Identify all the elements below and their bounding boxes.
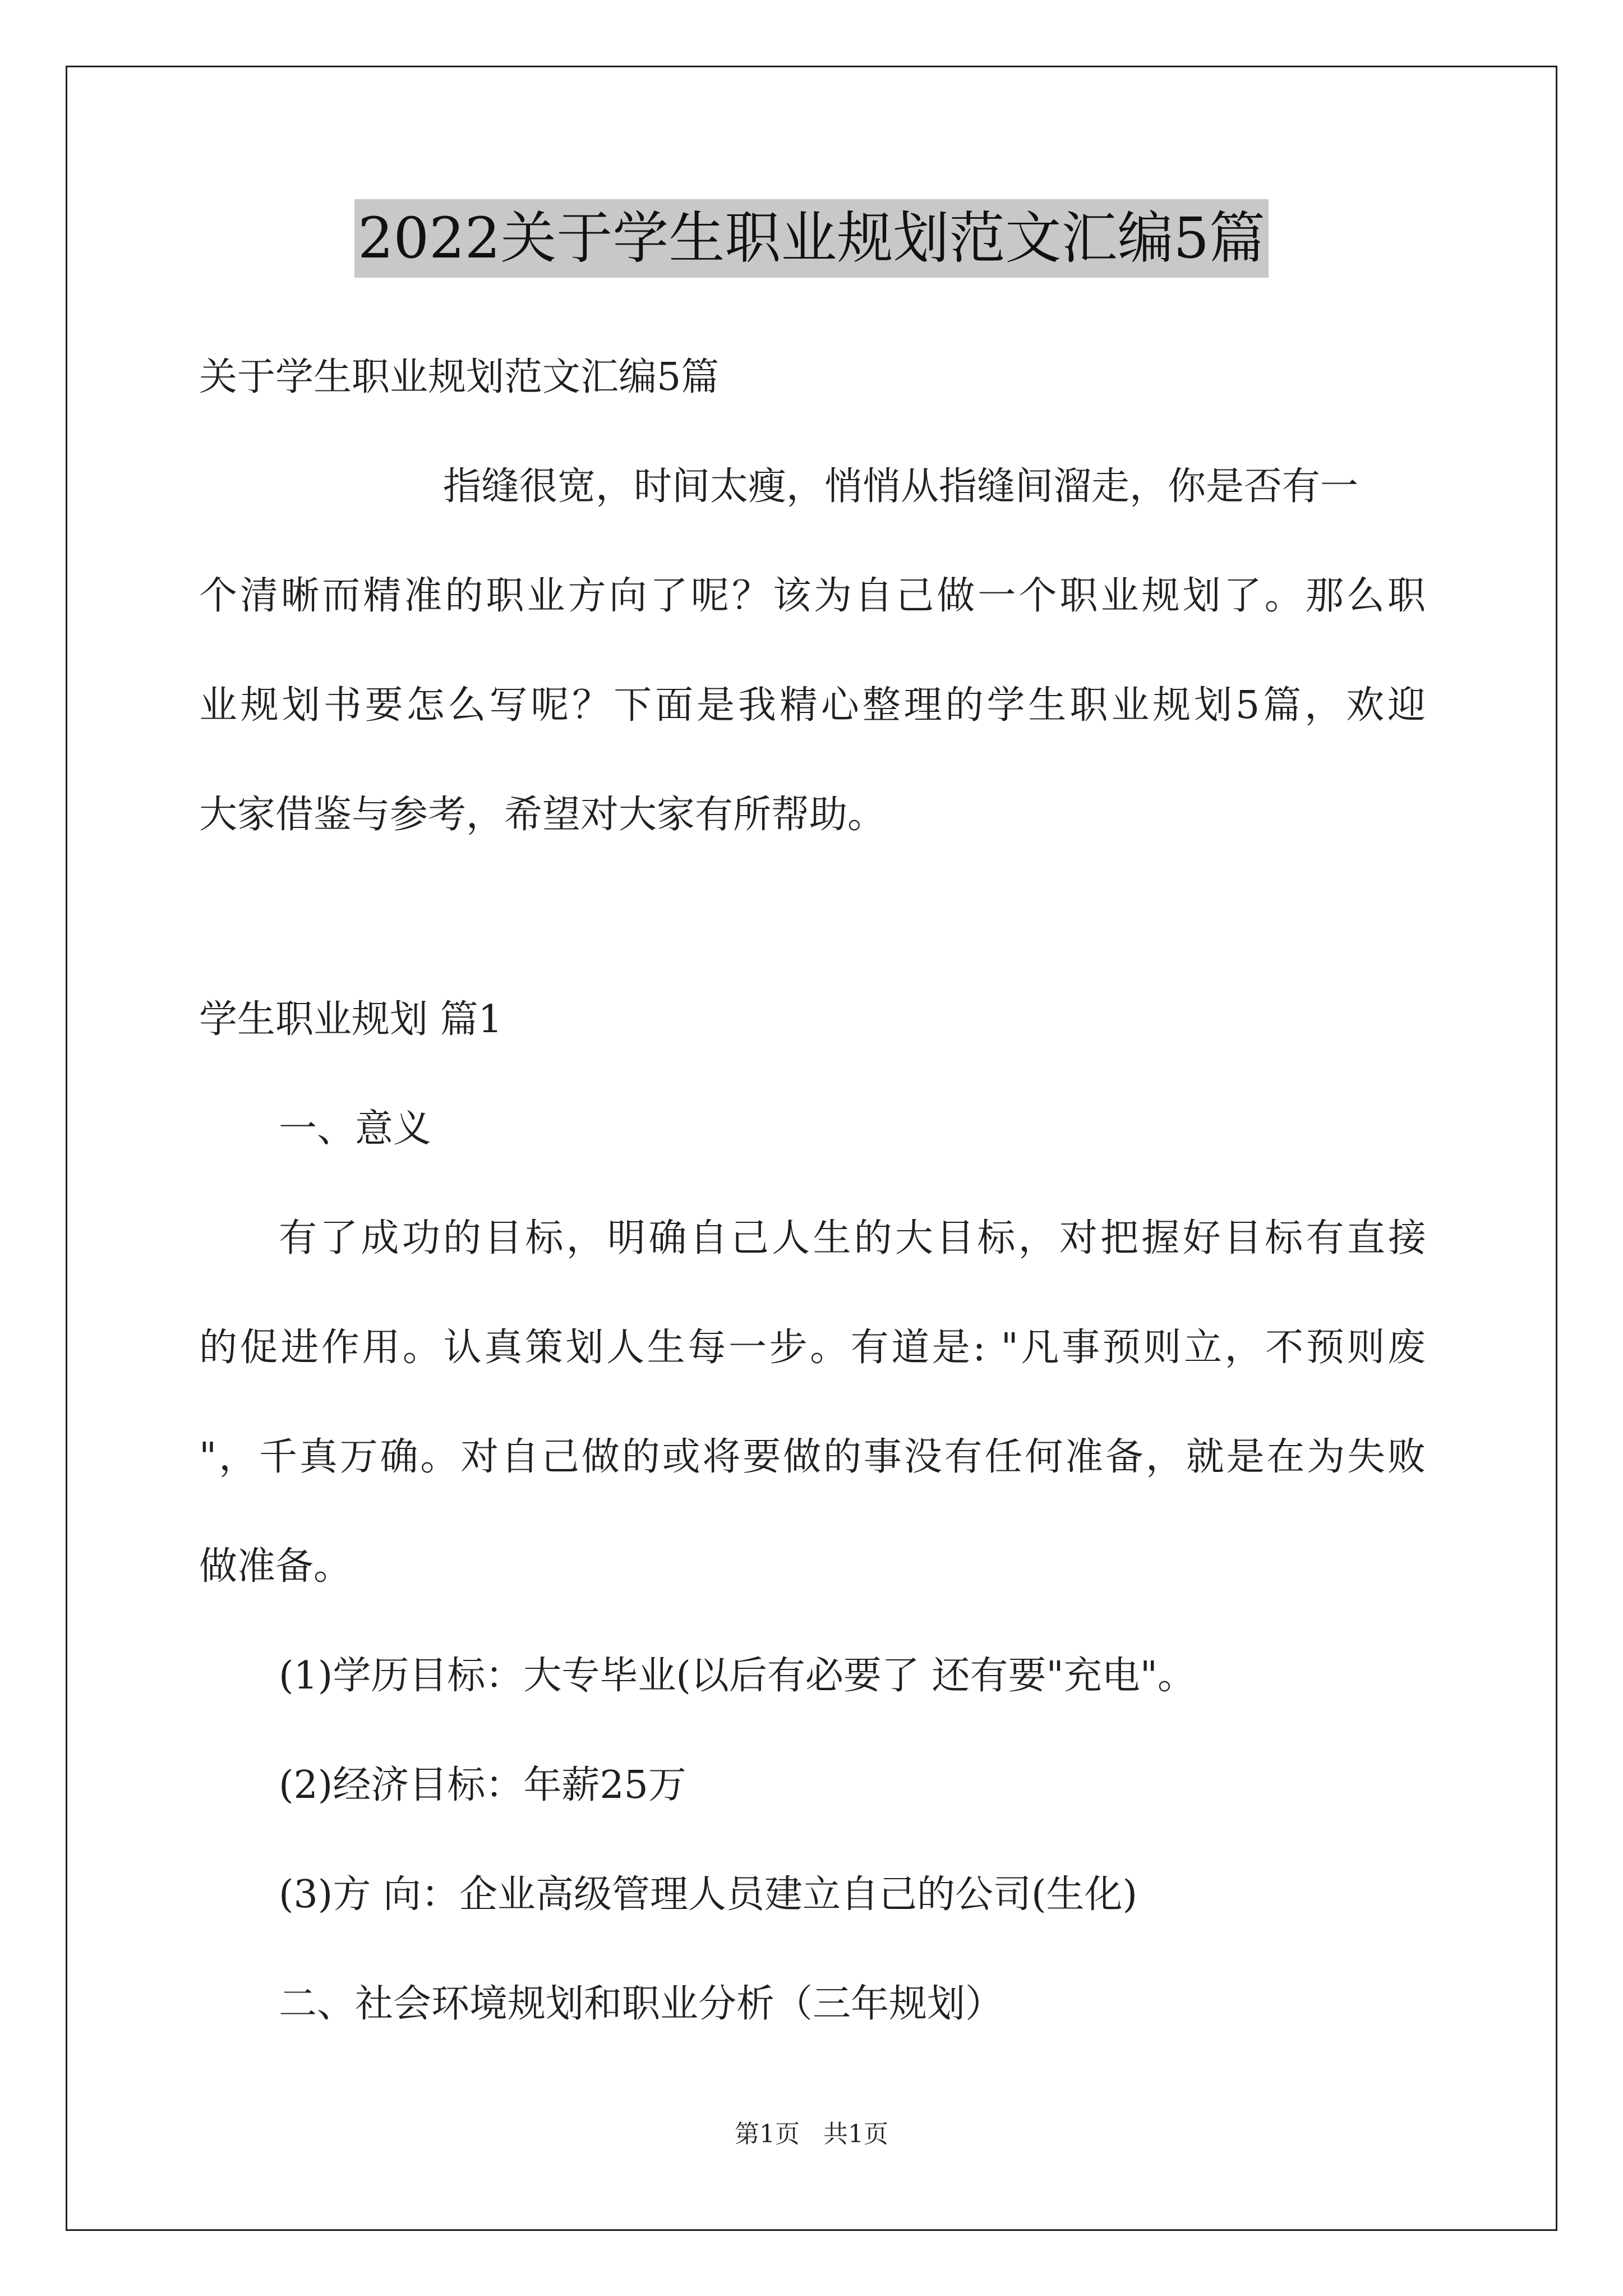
goal-economic: (2)经济目标：年薪25万 [279,1763,686,1807]
document-title: 2022关于学生职业规划范文汇编5篇 [354,199,1269,278]
body-line-4: 做准备。 [199,1544,352,1589]
body-line-1: 有了成功的目标，明确自己人生的大目标，对把握好目标有直接 [279,1216,1426,1260]
item-two-heading: 二、社会环境规划和职业分析（三年规划） [279,1982,1004,2026]
goal-direction: (3)方 向：企业高级管理人员建立自己的公司(生化) [279,1872,1137,1917]
title-container [0,199,1623,278]
body-line-3: "，千真万确。对自己做的或将要做的事没有任何准备，就是在为失败 [199,1435,1426,1479]
intro-line-1: 指缝很宽，时间太瘦，悄悄从指缝间溜走，你是否有一 [443,464,1359,509]
item-one-heading: 一、意义 [279,1107,432,1151]
section-heading: 学生职业规划 篇1 [199,997,502,1042]
intro-line-4: 大家借鉴与参考，希望对大家有所帮助。 [199,793,886,837]
intro-line-3: 业规划书要怎么写呢？下面是我精心整理的学生职业规划5篇，欢迎 [199,683,1426,728]
page-footer: 第1页 共1页 [735,2120,888,2148]
body-line-2: 的促进作用。认真策划人生每一步。有道是: "凡事预则立，不预则废 [199,1326,1426,1370]
document-subtitle: 关于学生职业规划范文汇编5篇 [199,355,720,399]
intro-line-2: 个清晰而精准的职业方向了呢？该为自己做一个职业规划了。那么职 [199,574,1426,618]
goal-education: (1)学历目标：大专毕业(以后有必要了 还有要"充电"。 [279,1654,1196,1698]
